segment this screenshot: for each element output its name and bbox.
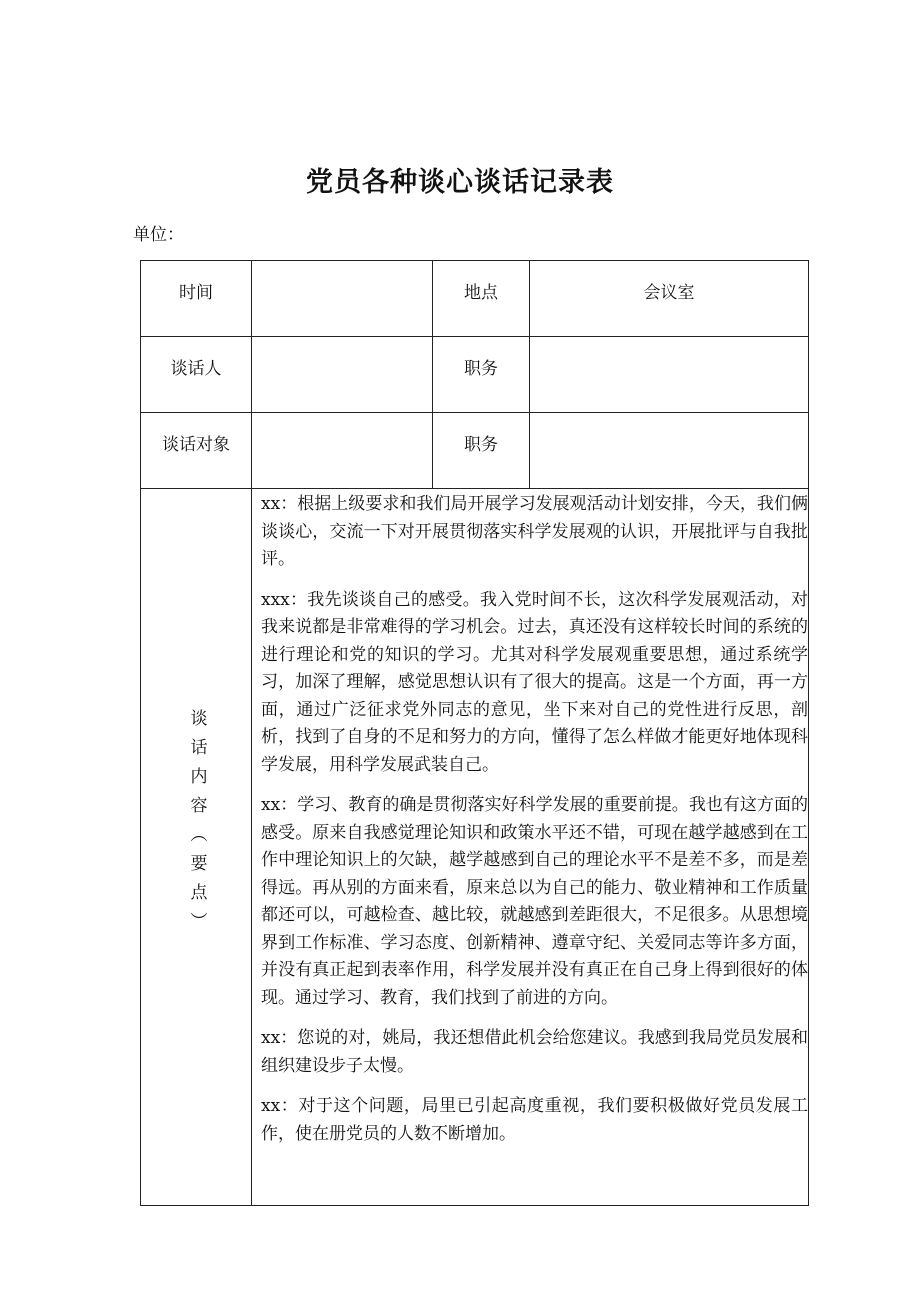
- table-row-speaker: [141, 337, 809, 413]
- speaker-position-value: [530, 337, 809, 413]
- content-paragraph: xx：对于这个问题，局里已引起高度重视，我们要积极做好党员发展工作，使在册党员的人数不断增加。: [261, 1096, 808, 1144]
- speaker-value: [252, 337, 433, 413]
- location-label: 地点: [433, 261, 530, 337]
- speaker-position-label: 职务: [433, 337, 530, 413]
- content-paragraph: xx：学习、教育的确是贯彻落实好科学发展的重要前提。我也有这方面的感受。原来自我感觉理论知识和政策水平还不错，可现在越学越感到在工作中理论知识上的欠缺，越学越感到自己的理论水平不是差不多，而是差得远。再从别的方面来看，原来总以为自己的能力、敬业精神和工作质量都还可以，可越检查、越比较，就越感到差距很大，不足很多。从思想境界到工作标准、学习态度、创新精神、遵章守纪、关爱同志等许多方面，并没有真正起到表率作用，科学发展并没有真正在自己身上得到很好的体现。通过学习、教育，我们找到了前进的方向。: [261, 795, 808, 1008]
- unit-label: 单位：: [133, 225, 184, 245]
- content-cell: [252, 489, 809, 1206]
- interviewee-position-label: 职务: [433, 413, 530, 489]
- location-value: 会议室: [530, 261, 809, 337]
- content-paragraph: xxx：我先谈谈自己的感受。我入党时间不长，这次科学发展观活动，对我来说都是非常难得的学习机会。过去，真还没有这样较长时间的系统的进行理论和党的知识的学习。尤其对科学发展观重要思想，通过系统学习，加深了理解，感觉思想认识有了很大的提高。这是一个方面，再一方面，通过广泛征求党外同志的意见，坐下来对自己的党性进行反思，剖析，找到了自身的不足和努力的方向，懂得了怎么样做才能更好地体现科学发展，用科学发展武装自己。: [261, 589, 808, 775]
- table-row-content: [141, 489, 809, 1206]
- interviewee-position-value: [530, 413, 809, 489]
- interviewee-label: 谈话对象: [141, 413, 252, 489]
- table-row-time: [141, 261, 809, 337]
- content-paragraph: xx：您说的对，姚局，我还想借此机会给您建议。我感到我局党员发展和组织建设步子太慢。: [261, 1028, 808, 1076]
- time-label: 时间: [141, 261, 252, 337]
- document-title: 党员各种谈心谈话记录表: [306, 167, 614, 198]
- speaker-label: 谈话人: [141, 337, 252, 413]
- record-table: [140, 260, 809, 1206]
- time-value: [252, 261, 433, 337]
- content-paragraph: xx：根据上级要求和我们局开展学习发展观活动计划安排，今天，我们俩谈谈心，交流一下对开展贯彻落实科学发展观的认识，开展批评与自我批评。: [261, 494, 808, 569]
- interviewee-value: [252, 413, 433, 489]
- table-row-interviewee: [141, 413, 809, 489]
- content-label-cell: [141, 489, 252, 1206]
- content-label: 谈话内容（要点）: [186, 708, 207, 941]
